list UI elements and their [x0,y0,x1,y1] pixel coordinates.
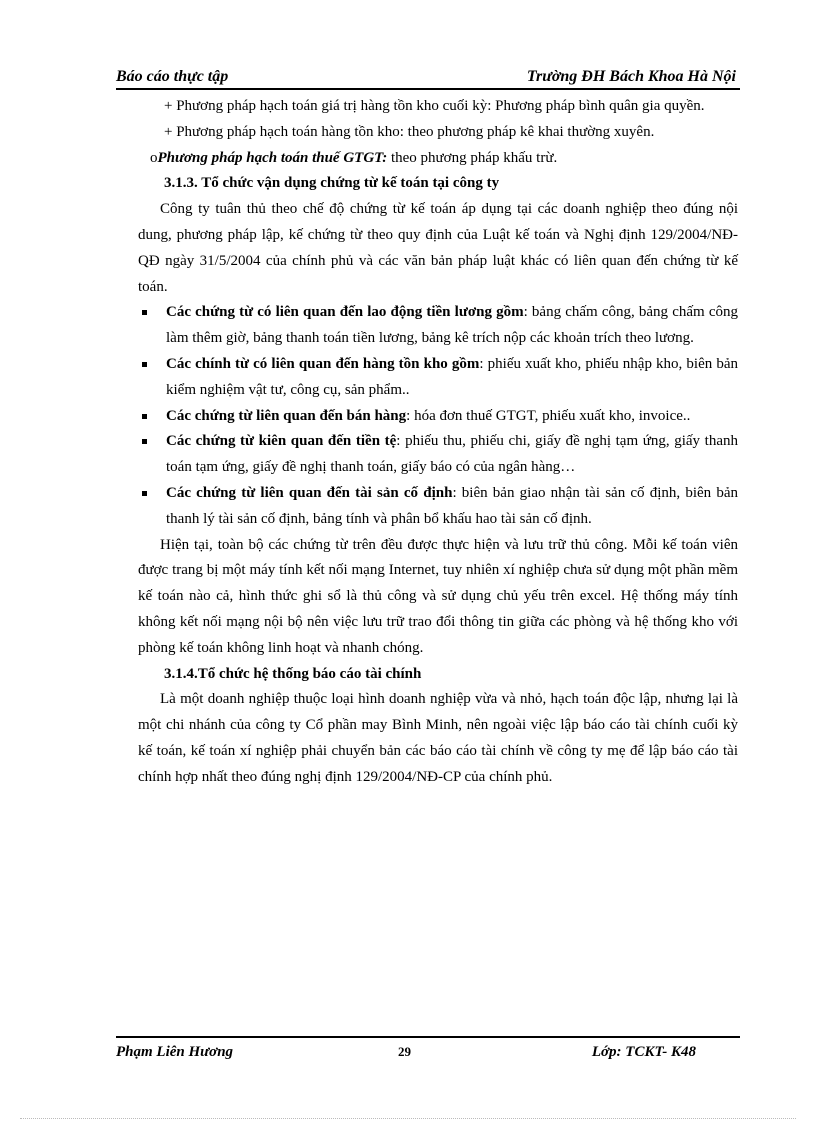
list-item-label: Các chứng từ liên quan đến bán hàng [166,407,407,424]
square-bullet-icon [142,362,147,367]
list-item-label: Các chứng từ liên quan đến tài sản cố định [166,484,453,501]
list-item-label: Các chứng từ có liên quan đến lao động tiền lương gồm [166,304,524,321]
section-heading-3-1-4: 3.1.4.Tổ chức hệ thống báo cáo tài chính [164,665,422,682]
list-item-text: : hóa đơn thuế GTGT, phiếu xuất kho, invoice.. [406,407,691,424]
square-bullet-icon [142,491,147,496]
list-item [166,404,738,430]
square-bullet-icon [142,310,147,315]
vat-method [150,146,738,172]
list-item-text: : biên bản giao nhận tài sản cố định, biên bản thanh lý tài sản cố định, bảng tính và phân bổ khấu hao tài sản cố định. [166,484,739,527]
vat-marker: o [150,149,158,166]
list-item [166,352,738,404]
vat-text: theo phương pháp khấu trừ. [387,149,558,166]
list-item-label: Các chứng từ kiên quan đến tiền tệ [166,433,397,450]
page-footer [116,1036,740,1062]
list-item-text: : bảng chấm công, bảng chấm công làm thêm giờ, bảng thanh toán tiền lương, bảng kê trích nộp các khoản trích theo lương. [166,304,738,347]
paragraph-financial-reports: Là một doanh nghiệp thuộc loại hình doanh nghiệp vừa và nhỏ, hạch toán độc lập, nhưng lại là một chi nhánh của công ty Cổ phần may Bình Minh, nên ngoài việc lập báo cáo tài chính cuối kỳ kế toán, kế toán xí nghiệp phải chuyển bản các báo cáo tài chính về công ty mẹ để lập báo cáo tài chính hợp nhất theo đúng nghị định 129/2004/NĐ-CP của chính phủ. [138,691,738,785]
section-heading-3-1-3: 3.1.3. Tổ chức vận dụng chứng từ kế toán tại công ty [164,175,500,192]
square-bullet-icon [142,439,147,444]
paragraph-compliance: Công ty tuân thủ theo chế độ chứng từ kế toán áp dụng tại các doanh nghiệp theo đúng nội dung, phương pháp lập, kế chứng từ theo quy định của Luật kế toán và Nghị định 129/2004/NĐ-QĐ ngày 31/5/2004 của chính phủ và các văn bản pháp luật khác có liên quan đến chứng từ kế toán. [138,201,738,295]
footer-author: Phạm Liên Hương [116,1044,234,1060]
list-item [166,300,738,352]
page-number: 29 [398,1044,411,1059]
method-inventory-accounting: + Phương pháp hạch toán hàng tồn kho: theo phương pháp kê khai thường xuyên. [164,123,655,140]
list-item-label: Các chính từ có liên quan đến hàng tồn kho gồm [166,355,480,372]
list-item [166,429,738,481]
list-item-text: : phiếu xuất kho, phiếu nhập kho, biên bản kiểm nghiệm vật tư, công cụ, sản phẩm.. [166,355,738,398]
page-content [138,94,738,791]
header-university: Trường ĐH Bách Khoa Hà Nội [526,68,736,85]
method-inventory-valuation: + Phương pháp hạch toán giá trị hàng tồn kho cuối kỳ: Phương pháp bình quân gia quyền. [164,98,705,114]
page-bottom-divider [20,1118,796,1119]
list-item-text: : phiếu thu, phiếu chi, giấy đề nghị tạm ứng, giấy thanh toán tạm ứng, giấy đề nghị thanh toán, giấy báo có của ngân hàng… [166,433,738,476]
square-bullet-icon [142,414,147,419]
list-item [166,481,738,533]
paragraph-current-status: Hiện tại, toàn bộ các chứng từ trên đều được thực hiện và lưu trữ thủ công. Mỗi kế toán viên được trang bị một máy tính kết nối mạng Internet, tuy nhiên xí nghiệp chưa sử dụng một phần mềm kế toán nào cả, hình thức ghi sổ là thủ công và sử dụng chủ yếu trên excel. Hệ thống máy tính không kết nối mạng nội bộ nên việc lưu trữ trao đổi thông tin giữa các phòng và hệ thống kho với phòng kế toán không linh hoạt và nhanh chóng. [138,536,738,656]
vat-label: Phương pháp hạch toán thuế GTGT: [157,149,388,166]
page-header [116,66,740,90]
footer-class: Lớp: TCKT- K48 [591,1044,696,1060]
header-report-title: Báo cáo thực tập [116,68,229,85]
